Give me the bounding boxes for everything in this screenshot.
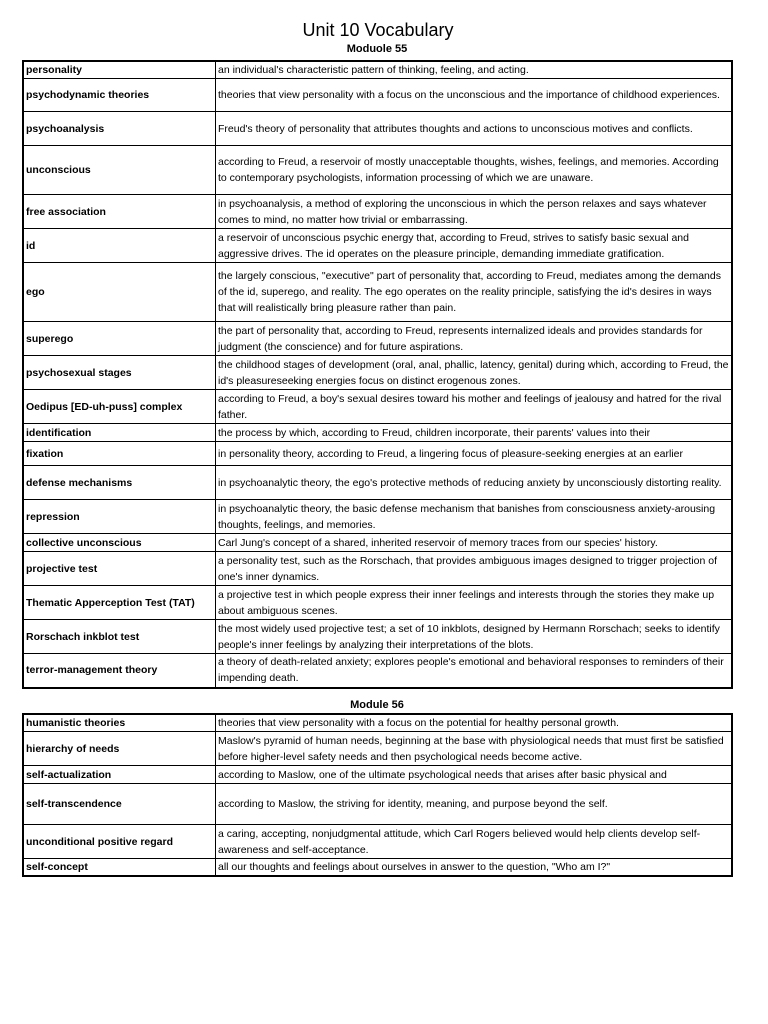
vocab-row: [23, 784, 732, 825]
vocab-term: collective unconscious: [23, 534, 216, 552]
vocab-definition: in psychoanalysis, a method of exploring the unconscious in which the person relaxes and says whatever comes to mind, no matter how trivial or embarrassing.: [216, 195, 733, 229]
module-heading-55: Moduole 55: [346, 43, 408, 55]
vocab-row: [23, 766, 732, 784]
vocab-term: defense mechanisms: [23, 466, 216, 500]
vocab-term: ego: [23, 263, 216, 322]
vocab-definition: in personality theory, according to Freud, a lingering focus of pleasure-seeking energies at an earlier: [216, 442, 733, 466]
vocab-row: [23, 552, 732, 586]
vocab-row: [23, 356, 732, 390]
vocab-definition: according to Maslow, the striving for identity, meaning, and purpose beyond the self.: [216, 784, 733, 825]
vocab-definition: in psychoanalytic theory, the ego's protective methods of reducing anxiety by unconsciously distorting reality.: [216, 466, 733, 500]
vocab-definition: a reservoir of unconscious psychic energy that, according to Freud, strives to satisfy basic sexual and aggressive drives. The id operates on the pleasure principle, demanding immediate gratification.: [216, 229, 733, 263]
vocab-row: [23, 586, 732, 620]
vocab-row: [23, 424, 732, 442]
vocab-term: psychoanalysis: [23, 112, 216, 146]
vocab-term: terror-management theory: [23, 654, 216, 688]
vocab-definition: according to Freud, a boy's sexual desires toward his mother and feelings of jealousy and hatred for the rival father.: [216, 390, 733, 424]
vocab-row: [23, 534, 732, 552]
vocab-term: free association: [23, 195, 216, 229]
vocab-row: [23, 263, 732, 322]
vocab-row: [23, 229, 732, 263]
vocab-term: Rorschach inkblot test: [23, 620, 216, 654]
vocab-term: personality: [23, 61, 216, 79]
vocab-definition: a caring, accepting, nonjudgmental attitude, which Carl Rogers believed would help clients develop self-awareness and self-acceptance.: [216, 825, 733, 859]
vocab-row: [23, 112, 732, 146]
vocab-table-module-55: [22, 60, 733, 689]
vocab-term: self-actualization: [23, 766, 216, 784]
vocab-definition: an individual's characteristic pattern of thinking, feeling, and acting.: [216, 61, 733, 79]
vocab-term: self-transcendence: [23, 784, 216, 825]
vocab-row: [23, 654, 732, 688]
vocab-definition: the part of personality that, according to Freud, represents internalized ideals and provides standards for judgment (the conscience) and for future aspirations.: [216, 322, 733, 356]
vocab-definition: the process by which, according to Freud, children incorporate, their parents' values into their: [216, 424, 733, 442]
vocab-definition: the childhood stages of development (oral, anal, phallic, latency, genital) during which, according to Freud, the id's pleasureseeking energies focus on distinct erogenous zones.: [216, 356, 733, 390]
vocab-term: unconscious: [23, 146, 216, 195]
vocab-definition: the most widely used projective test; a set of 10 inkblots, designed by Hermann Rorschach; seeks to identify people's inner feelings by analyzing their interpretations of the blots.: [216, 620, 733, 654]
vocab-row: [23, 732, 732, 766]
vocab-row: [23, 442, 732, 466]
vocab-row: [23, 859, 732, 877]
vocab-term: Oedipus [ED-uh-puss] complex: [23, 390, 216, 424]
vocab-term: Thematic Apperception Test (TAT): [23, 586, 216, 620]
vocab-definition: the largely conscious, "executive" part of personality that, according to Freud, mediates among the demands of the id, superego, and reality. The ego operates on the reality principle, satisfying the id's desires in ways that will realistically bring pleasure rather than pain.: [216, 263, 733, 322]
module-heading-56: Module 56: [350, 699, 404, 711]
vocab-definition: according to Maslow, one of the ultimate psychological needs that arises after basic physical and: [216, 766, 733, 784]
vocab-term: unconditional positive regard: [23, 825, 216, 859]
vocab-definition: according to Freud, a reservoir of mostly unacceptable thoughts, wishes, feelings, and memories. According to contemporary psychologists, information processing of which we are unaware.: [216, 146, 733, 195]
vocab-term: humanistic theories: [23, 714, 216, 732]
vocab-row: [23, 79, 732, 112]
vocab-term: self-concept: [23, 859, 216, 877]
vocab-row: [23, 146, 732, 195]
vocab-row: [23, 825, 732, 859]
vocab-term: fixation: [23, 442, 216, 466]
vocab-term: identification: [23, 424, 216, 442]
vocab-term: psychosexual stages: [23, 356, 216, 390]
vocab-row: [23, 195, 732, 229]
vocab-row: [23, 390, 732, 424]
vocab-term: superego: [23, 322, 216, 356]
vocab-row: [23, 322, 732, 356]
vocab-table-module-56: [22, 713, 733, 877]
vocab-row: [23, 466, 732, 500]
vocab-row: [23, 714, 732, 732]
vocab-term: repression: [23, 500, 216, 534]
vocab-term: hierarchy of needs: [23, 732, 216, 766]
vocab-definition: a personality test, such as the Rorschach, that provides ambiguous images designed to trigger projection of one's inner dynamics.: [216, 552, 733, 586]
vocab-definition: Freud's theory of personality that attributes thoughts and actions to unconscious motives and conflicts.: [216, 112, 733, 146]
vocab-row: [23, 61, 732, 79]
vocab-definition: theories that view personality with a focus on the potential for healthy personal growth.: [216, 714, 733, 732]
vocab-definition: a theory of death-related anxiety; explores people's emotional and behavioral responses to reminders of their impending death.: [216, 654, 733, 688]
vocab-definition: a projective test in which people express their inner feelings and interests through the stories they make up about ambiguous scenes.: [216, 586, 733, 620]
page-title: Unit 10 Vocabulary: [302, 20, 454, 40]
vocab-definition: in psychoanalytic theory, the basic defense mechanism that banishes from consciousness anxiety-arousing thoughts, feelings, and memories.: [216, 500, 733, 534]
vocab-term: id: [23, 229, 216, 263]
vocab-term: psychodynamic theories: [23, 79, 216, 112]
vocab-definition: all our thoughts and feelings about ourselves in answer to the question, "Who am I?": [216, 859, 733, 877]
vocab-definition: Carl Jung's concept of a shared, inherited reservoir of memory traces from our species' history.: [216, 534, 733, 552]
vocab-definition: theories that view personality with a focus on the unconscious and the importance of childhood experiences.: [216, 79, 733, 112]
vocab-row: [23, 620, 732, 654]
vocab-term: projective test: [23, 552, 216, 586]
vocab-row: [23, 500, 732, 534]
vocab-definition: Maslow's pyramid of human needs, beginning at the base with physiological needs that must first be satisfied before higher-level safety needs and then psychological needs become active.: [216, 732, 733, 766]
